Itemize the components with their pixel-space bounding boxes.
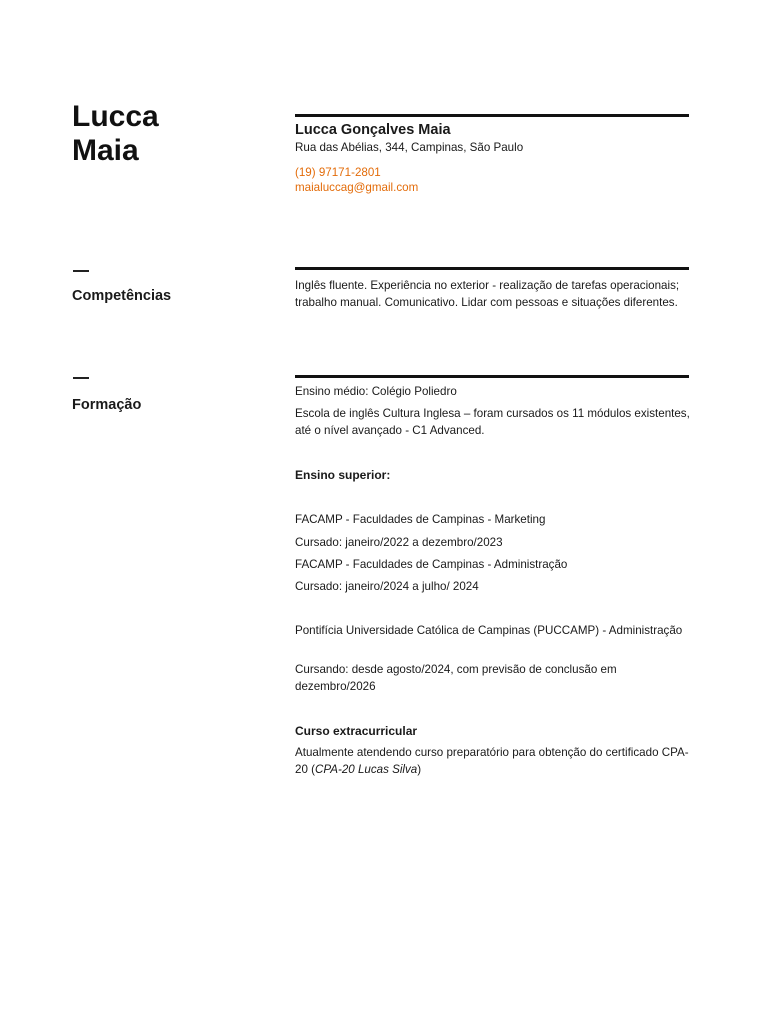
section-dash bbox=[73, 270, 89, 272]
extracurricular-heading: Curso extracurricular bbox=[295, 724, 418, 738]
puc-item bbox=[295, 623, 691, 640]
extracurricular-text bbox=[295, 745, 691, 778]
education-item-english bbox=[295, 406, 691, 439]
education-item-highschool bbox=[295, 384, 691, 401]
facamp-admin-period: Cursado: janeiro/2024 a julho/ 2024 bbox=[295, 580, 479, 593]
phone[interactable]: (19) 97171-2801 bbox=[295, 166, 381, 179]
education-title: Formação bbox=[72, 397, 142, 413]
first-name: Lucca bbox=[72, 100, 159, 133]
higher-ed-heading: Ensino superior: bbox=[295, 468, 391, 482]
email-link[interactable]: maialuccag@gmail.com bbox=[295, 181, 419, 194]
facamp-admin: FACAMP - Faculdades de Campinas - Administração bbox=[295, 558, 568, 571]
education-rule bbox=[295, 375, 689, 378]
skills-title: Competências bbox=[72, 288, 172, 304]
puc-name: Pontifícia Universidade Católica de Campinas (PUCCAMP) - Administração bbox=[295, 624, 683, 637]
puc-period-item bbox=[295, 662, 691, 695]
facamp-marketing: FACAMP - Faculdades de Campinas - Marketing bbox=[295, 513, 546, 526]
extra-text-suffix: ) bbox=[417, 762, 422, 776]
last-name: Maia bbox=[72, 134, 139, 167]
resume-name-heading bbox=[72, 100, 159, 168]
skills-rule bbox=[295, 267, 689, 270]
extra-text-prefix: Atualmente atendendo curso preparatório para obtenção do certificado CPA-20 ( bbox=[295, 746, 689, 776]
puc-period: Cursando: desde agosto/2024, com previsão de conclusão em dezembro/2026 bbox=[295, 663, 617, 693]
address: Rua das Abélias, 344, Campinas, São Paulo bbox=[295, 140, 524, 154]
english-school: Escola de inglês Cultura Inglesa – foram cursados os 11 módulos existentes, até o nível avançado - C1 Advanced. bbox=[295, 407, 690, 437]
high-school: Ensino médio: Colégio Poliedro bbox=[295, 385, 457, 398]
header-rule bbox=[295, 114, 689, 117]
contact-block bbox=[295, 122, 691, 195]
extra-text-italic: CPA-20 Lucas Silva bbox=[314, 762, 418, 776]
full-name: Lucca Gonçalves Maia bbox=[295, 122, 451, 138]
section-dash bbox=[73, 377, 89, 379]
skills-text bbox=[295, 278, 691, 311]
skills-description: Inglês fluente. Experiência no exterior - realização de tarefas operacionais; trabalho manual. Comunicativo. Lidar com pessoas e situações diferentes. bbox=[295, 279, 680, 309]
facamp-marketing-period: Cursado: janeiro/2022 a dezembro/2023 bbox=[295, 536, 503, 549]
